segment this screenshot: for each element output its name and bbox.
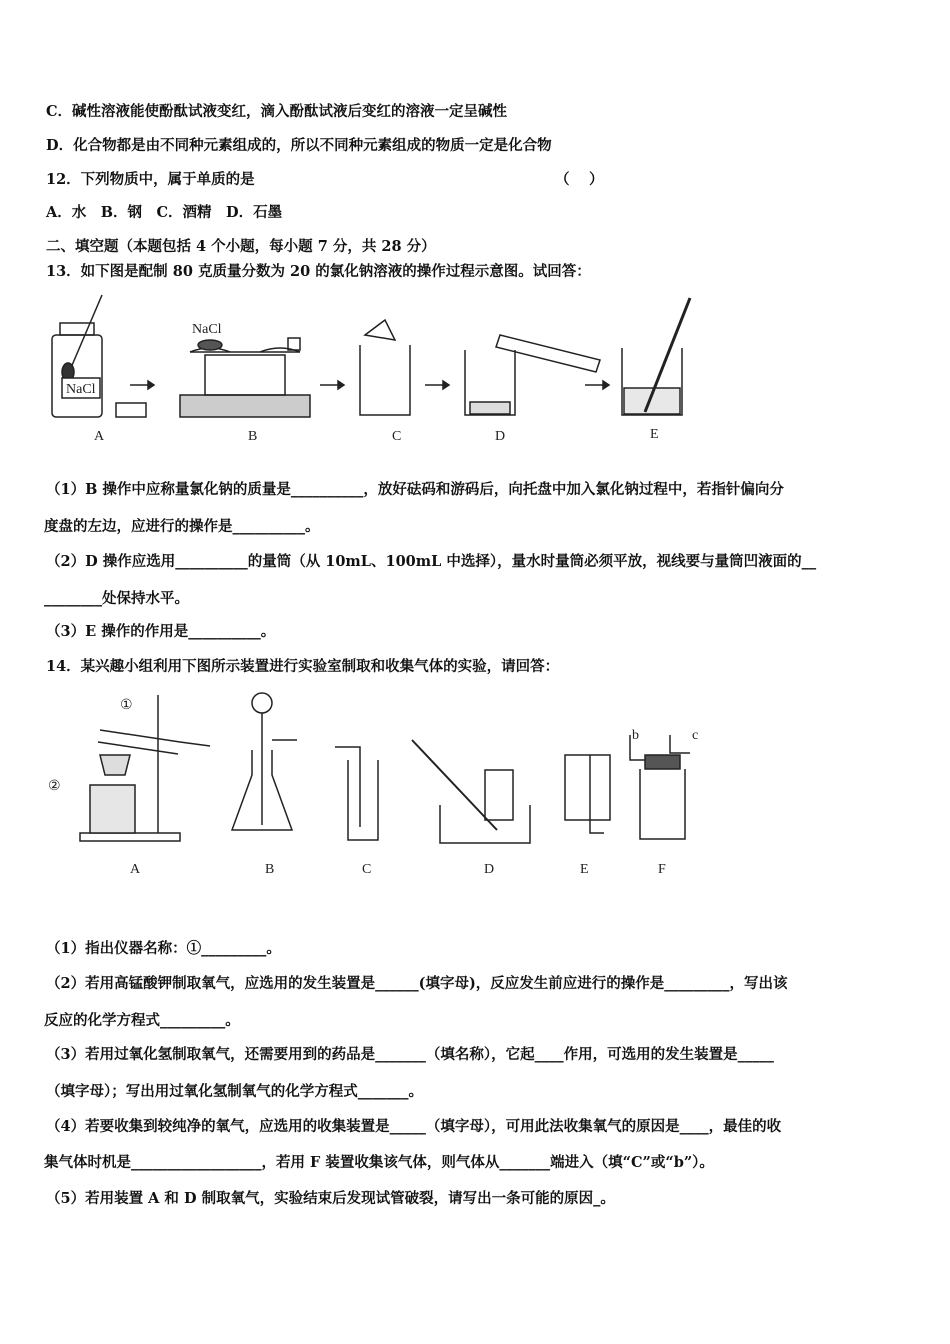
section2-title: 二、填空题（本题包括 4 个小题，每小题 7 分，共 28 分）: [46, 238, 436, 255]
step-e-stirring: [622, 298, 690, 415]
q14-part2-line1: （2）若用高锰酸钾制取氧气，应选用的发生装置是______(填字母)，反应发生前应进行的操作是_________，写出该: [46, 975, 788, 992]
apparatus-e: [565, 755, 610, 833]
apparatus-b: [232, 693, 297, 830]
q14-part3-line2: （填字母）；写出用过氧化氢制氧气的化学方程式_______。: [46, 1083, 423, 1100]
q14-figure: [40, 685, 720, 880]
apparatus-c: [335, 747, 378, 840]
port-b-label: b: [632, 728, 639, 743]
label-c: C: [362, 862, 372, 877]
label-d: D: [495, 429, 506, 444]
port-c-label: c: [692, 728, 699, 743]
step-a-reagent-bottle: [52, 295, 154, 417]
label-b: B: [265, 862, 275, 877]
label-d: D: [484, 862, 495, 877]
label-a: A: [94, 429, 105, 444]
q13-part1-line2: 度盘的左边，应进行的操作是__________。: [44, 518, 320, 535]
label-c: C: [392, 429, 402, 444]
q13-part3: （3）E 操作的作用是__________。: [46, 623, 276, 640]
q12-answer-bracket: （ ）: [555, 171, 604, 188]
q12-options: A．水 B．钢 C．酒精 D．石墨: [46, 204, 283, 221]
step-c-beaker: [360, 320, 449, 415]
q11-option-c: C．碱性溶液能使酚酞试液变红，滴入酚酞试液后变红的溶液一定呈碱性: [46, 103, 508, 120]
step-b-balance: [180, 338, 344, 417]
q14-part1: （1）指出仪器名称：①_________。: [46, 940, 281, 957]
label-a: A: [130, 862, 141, 877]
q13-figure: [40, 290, 720, 450]
step-d-beaker-cylinder: [465, 335, 609, 415]
label-f: F: [658, 862, 666, 877]
q14-part3-line1: （3）若用过氧化氢制取氧气，还需要用到的药品是_______（填名称），它起____作用，可选用的发生装置是_____: [46, 1046, 774, 1063]
marker-2: ②: [48, 779, 61, 794]
apparatus-d: [412, 740, 530, 843]
label-e: E: [580, 862, 589, 877]
q13-stem: 13．如下图是配制 80 克质量分数为 20 的氯化钠溶液的操作过程示意图。试回答：: [46, 263, 591, 280]
q14-part2-line2: 反应的化学方程式_________。: [44, 1012, 240, 1029]
q14-stem: 14．某兴趣小组利用下图所示装置进行实验室制取和收集气体的实验，请回答：: [46, 658, 560, 675]
marker-1: ①: [120, 698, 133, 713]
q11-option-d: D．化合物都是由不同种元素组成的，所以不同种元素组成的物质一定是化合物: [46, 137, 552, 154]
q12-stem: 12．下列物质中，属于单质的是: [46, 171, 255, 188]
label-e: E: [650, 427, 659, 442]
apparatus-a: [80, 695, 210, 841]
q14-part5: （5）若用装置 A 和 D 制取氧气，实验结束后发现试管破裂，请写出一条可能的原因_。: [46, 1190, 615, 1207]
q13-part2-line2: ________处保持水平。: [44, 590, 189, 607]
balance-label: NaCl: [192, 322, 222, 337]
q13-part1-line1: （1）B 操作中应称量氯化钠的质量是__________，放好砝码和游码后，向托盘中加入氯化钠过程中，若指针偏向分: [46, 481, 784, 498]
q13-part2-line1: （2）D 操作应选用__________的量筒（从 10mL、100mL 中选择），量水时量筒必须平放，视线要与量筒凹液面的__: [46, 553, 817, 570]
q14-part4-line2: 集气体时机是__________________，若用 F 装置收集该气体，则气体从_______端进入（填“C”或“b”）。: [44, 1154, 714, 1171]
label-b: B: [248, 429, 258, 444]
q14-part4-line1: （4）若要收集到较纯净的氧气，应选用的收集装置是_____（填字母），可用此法收集氧气的原因是____，最佳的收: [46, 1118, 782, 1135]
bottle-label: NaCl: [66, 382, 96, 397]
apparatus-f: [630, 735, 690, 839]
